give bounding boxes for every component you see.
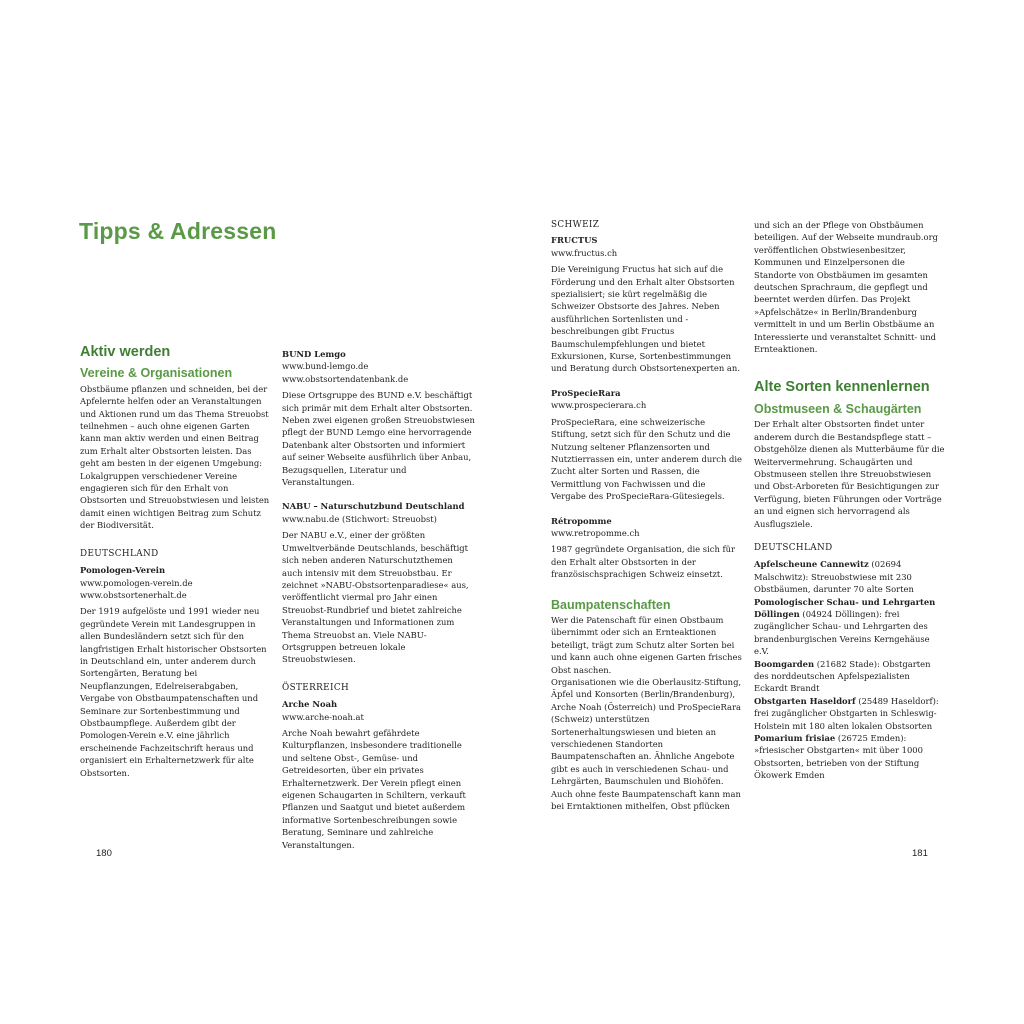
org-url[interactable]: www.fructus.ch: [551, 247, 618, 258]
country-label-deutschland: DEUTSCHLAND: [80, 548, 159, 559]
org-description: Der 1919 aufgelöste und 1991 wieder neu gegründete Verein mit Landesgruppen in allen Bundesländern setzt sich für den langfristigen Erhalt historischer Obstsorten in Deutschland ein, unter anderem durch Sortengärten, Beratung bei Neupflanzungen, Edelreiserabgaben, Vergabe von Obstbaumpatenschaften und Seminare zur Sortenbestimmung und Obstbaumpflege. Außerdem gibt der Pomologen-Verein e.V. eine jährlich erscheinende Fachzeitschrift heraus und organisiert ein Erhalternetzwerk für alte Obstsorten.: [80, 606, 267, 778]
org-description: ProSpecieRara, eine schweizerische Stiftung, setzt sich für den Schutz und die Nutzung seltener Pflanzensorten und Nutztierrassen ein, unter anderem durch die Zucht alter Sorten und Rassen, die Vermittlung von Fachwissen und die Vergabe des ProSpecieRara-Gütesiegels.: [551, 416, 743, 502]
page-number-right: 181: [912, 848, 928, 859]
org-name-arche-noah: Arche Noah: [282, 699, 338, 710]
garden-name: Obstgarten Haseldorf: [754, 695, 856, 706]
column-2: [282, 348, 475, 851]
org-url[interactable]: www.obstsortenerhalt.de: [80, 589, 187, 600]
org-url[interactable]: www.bund-lemgo.de: [282, 361, 369, 372]
garden-text: (26725 Emden): »friesischer Obstgarten« mit über 1000 Obstsorten, betrieben von der Stiftung Ökowerk Emden: [754, 733, 923, 781]
garden-name: Apfelscheune Cannewitz: [754, 559, 869, 570]
org-name-prospecierara: ProSpecieRara: [551, 387, 621, 398]
country-label-oesterreich: ÖSTERREICH: [282, 682, 350, 693]
garden-name: Boomgarden: [754, 658, 815, 669]
body-text: Organisationen wie die Oberlausitz-Stiftung, Äpfel und Konsorten (Berlin/Brandenburg), Arche Noah (Österreich) und ProSpecieRara (Schweiz) unterstützen Sortenerhaltungswiesen und bieten an verschiedenen Standorten Baumpatenschaften an. Ähnliche Angebote gibt es auch in verschiedenen Schau- und Lehrgärten, Baumschulen und Biohöfen. Auch ohne feste Baumpatenschaft kann man bei Erntaktionen mithelfen, Obst pflücken: [551, 677, 742, 812]
body-text-continued: und sich an der Pflege von Obstbäumen beteiligen. Auf der Webseite mundraub.org veröffentlichen Obstwiesenbesitzer, Kommunen und Einzelpersonen die Standorte von Obstbäumen im gesamten deutschen Sprachraum, die gepflegt und beerntet werden dürfen. Das Projekt »Apfelschätze« in Berlin/Brandenburg vermittelt in und um Berlin Obstbäume an Interessierte und veranstaltet Schnitt- und Ernteaktionen.: [754, 220, 938, 355]
garden-text: (04924 Döllingen): frei zugänglicher Schau- und Lehrgarten des brandenburgischen Vereins Kerngehäuse e.V.: [754, 608, 930, 657]
page-title: Tipps & Adressen: [79, 218, 277, 244]
garden-entry: [754, 732, 946, 782]
garden-name: Pomologischer Schau- und Lehrgarten Döllingen: [754, 596, 936, 619]
org-description: Die Vereinigung Fructus hat sich auf die Förderung und den Erhalt alter Obstsorten spezialisiert; sie kürt regelmäßig die Schweizer Obstsorte des Jahres. Neben ausführlichen Sortenlisten und -beschreibungen gibt Fructus Baumschulempfehlungen und bietet Exkursionen, Kurse, Sortenbestimmungen und Beratung durch Obstsortenexperten an.: [551, 264, 740, 374]
section-heading-aktiv-werden: Aktiv werden: [80, 344, 171, 360]
subheading-baumpatenschaften: Baumpatenschaften: [551, 597, 671, 612]
org-name-pomologen: Pomologen-Verein: [80, 565, 166, 576]
org-url[interactable]: www.retropomme.ch: [551, 527, 640, 538]
section-heading-alte-sorten: Alte Sorten kennenlernen: [754, 379, 930, 396]
org-url[interactable]: www.obstsortendatenbank.de: [282, 373, 409, 384]
column-4: [754, 219, 946, 782]
garden-entry: [754, 658, 946, 695]
subheading-vereine: Vereine & Organisationen: [80, 366, 233, 381]
org-name-fructus: FRUCTUS: [551, 235, 598, 246]
org-description: Arche Noah bewahrt gefährdete Kulturpflanzen, insbesondere traditionelle und seltene Obst-, Gemüse- und Getreidesorten, über ein privates Erhalternetzwerk. Der Verein pflegt einen eigenen Schaugarten in Schiltern, verkauft Pflanzen und Saatgut und bietet außerdem informative Sortenbeschreibungen sowie Beratung, Seminare und zahlreiche Veranstaltungen.: [282, 727, 466, 850]
garden-entry: [754, 558, 946, 595]
org-description: Diese Ortsgruppe des BUND e.V. beschäftigt sich primär mit dem Erhalt alter Obstsorten. Neben zwei eigenen großen Streuobstwiesen pflegt der BUND Lemgo eine hervorragende Datenbank alter Obstsorten und informiert auf seiner Webseite ausführlich über Anbau, Bezugsquellen, Literatur und Veranstaltungen.: [282, 390, 475, 488]
org-name-retropomme: Rétropomme: [551, 515, 612, 526]
country-label-schweiz: SCHWEIZ: [551, 220, 600, 230]
garden-entry: [754, 695, 946, 732]
column-1: [80, 346, 272, 779]
garden-text: (21682 Stade): Obstgarten des norddeutschen Apfelspezialisten Eckardt Brandt: [754, 658, 931, 694]
org-url[interactable]: www.pomologen-verein.de: [80, 577, 193, 588]
page-number-left: 180: [96, 848, 112, 859]
garden-text: (25489 Haseldorf): frei zugänglicher Obstgarten in Schleswig-Holstein mit 180 alten lokalen Obstsorten: [754, 695, 939, 731]
org-description: 1987 gegründete Organisation, die sich für den Erhalt alter Obstsorten in der französischsprachigen Schweiz einsetzt.: [551, 544, 736, 580]
garden-entry: [754, 596, 946, 658]
org-description: Der NABU e.V., einer der größten Umweltverbände Deutschlands, beschäftigt sich neben anderen Naturschutzthemen auch intensiv mit dem Streuobstbau. Er zeichnet »NABU-Obstsortenparadiese« aus, veröffentlicht viermal pro Jahr einen Streuobst-Rundbrief und bietet zahlreiche Veranstaltungen und Informationen zum Thema Streuobst an. Viele NABU-Ortsgruppen betreuen lokale Streuobstwiesen.: [282, 530, 469, 665]
intro-text: Obstbäume pflanzen und schneiden, bei der Apfelernte helfen oder an Veranstaltungen und Aktionen rund um das Thema Streuobst teilnehmen – auch ohne eigenen Garten kann man aktiv werden und einen Beitrag zum Erhalt alter Obstsorten leisten. Das geht am besten in der eigenen Umgebung: Lokalgruppen verschiedener Vereine engagieren sich für den Erhalt von Obstsorten und Streuobstwiesen und leisten damit einen wichtigen Beitrag zum Schutz der Biodiversität.: [80, 383, 270, 531]
garden-text: (02694 Malschwitz): Streuobstwiese mit 230 Obstbäumen, darunter 70 alte Sorten: [754, 559, 914, 595]
intro-text: Der Erhalt alter Obstsorten findet unter anderem durch die Bestandspflege statt – Obstgehölze dienen als Mutterbäume für die Weitervermehrung. Schaugärten und Obstmuseen stellen ihre Streuobstwiesen und Obst-Arboreten für Besichtigungen zur Verfügung, bieten Führungen oder Vorträge an und eignen sich hervorragend als Ausflugsziele.: [754, 419, 945, 529]
country-label-deutschland: DEUTSCHLAND: [754, 542, 833, 553]
org-url[interactable]: www.prospecierara.ch: [551, 400, 647, 411]
org-name-bund: BUND Lemgo: [282, 349, 346, 359]
org-url[interactable]: www.arche-noah.at: [282, 711, 364, 722]
body-text: Wer die Patenschaft für einen Obstbaum übernimmt oder sich an Ernteaktionen beteiligt, trägt zum Schutz alter Sorten bei und kann auch ohne eigenen Garten frisches Obst naschen.: [551, 614, 742, 675]
org-url[interactable]: www.nabu.de (Stichwort: Streuobst): [282, 513, 437, 524]
subheading-obstmuseen: Obstmuseen & Schaugärten: [754, 401, 922, 416]
garden-name: Pomarium frisiae: [754, 733, 836, 744]
column-3: [551, 219, 743, 812]
org-name-nabu: NABU – Naturschutzbund Deutschland: [282, 501, 465, 512]
